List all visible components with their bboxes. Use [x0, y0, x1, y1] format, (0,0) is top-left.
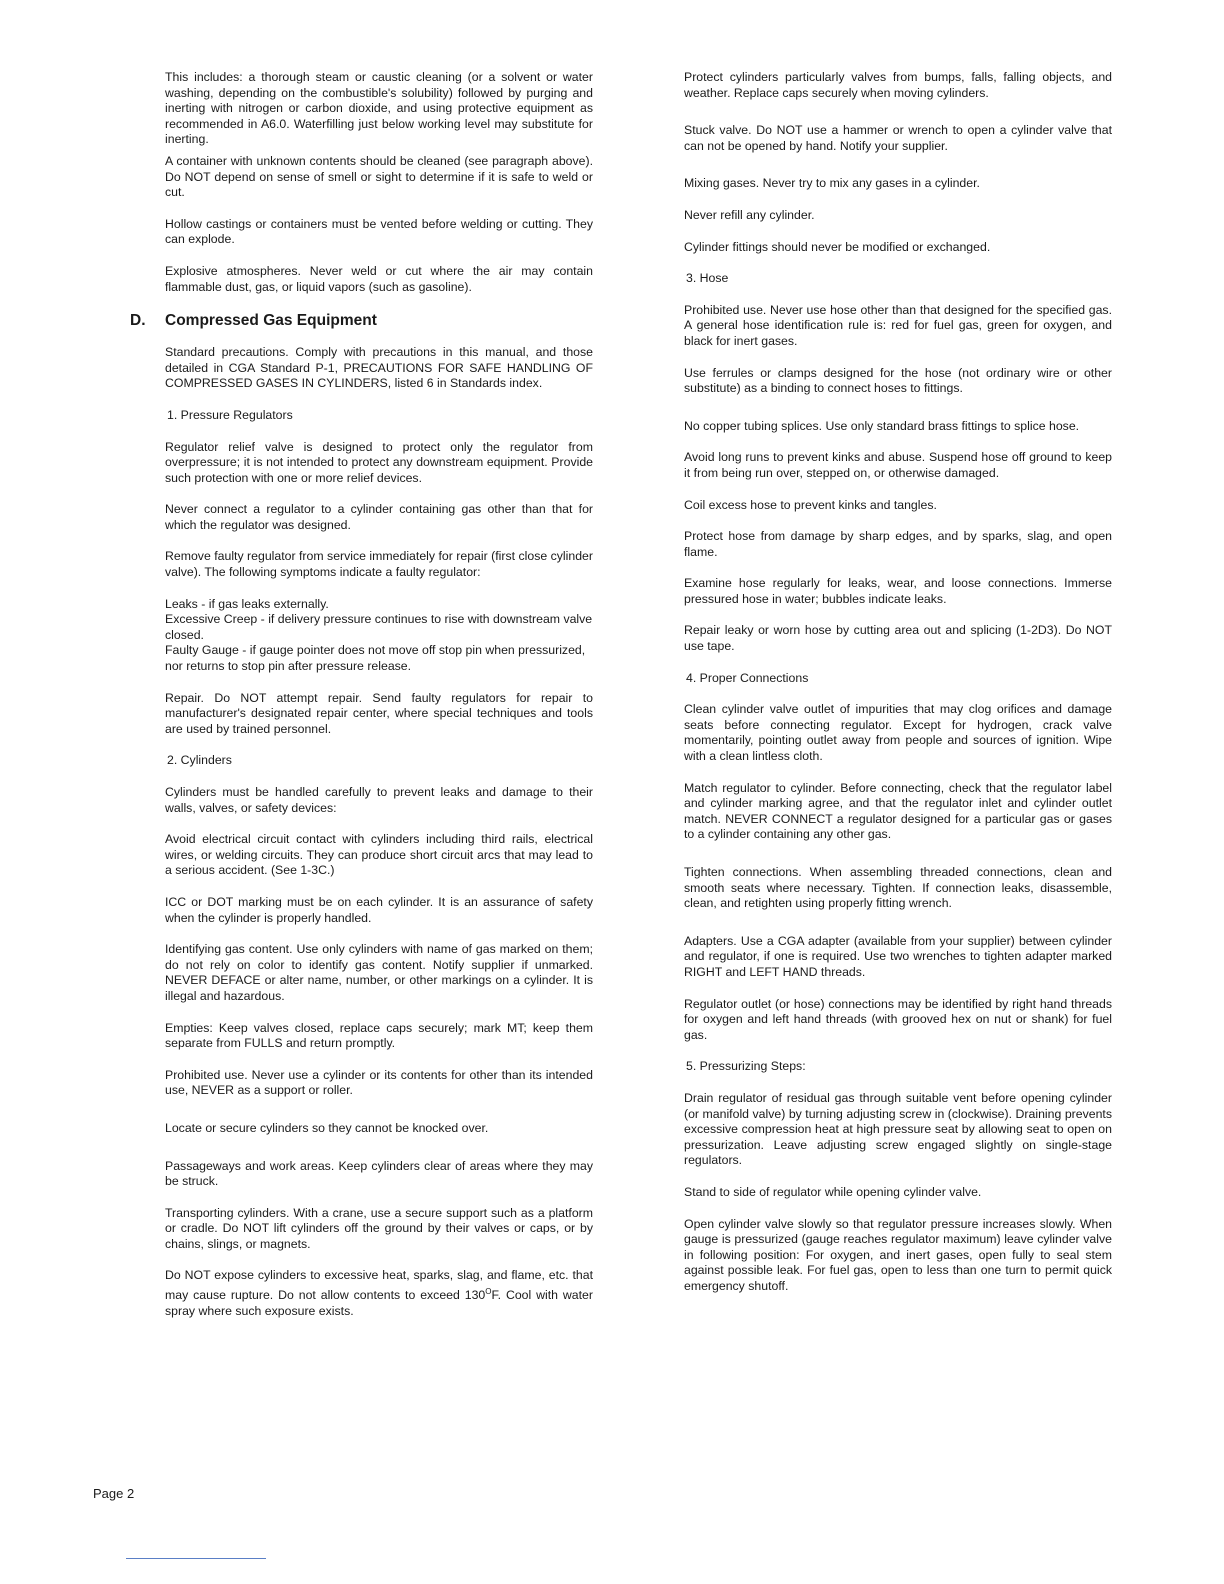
paragraph: Coil excess hose to prevent kinks and tangles.	[684, 497, 937, 512]
paragraph: Repair. Do NOT attempt repair. Send faulty regulators for repair to manufacturer's designated repair center, where special techniques and tools are used by trained personnel.	[165, 690, 593, 736]
paragraph	[165, 1268, 593, 1319]
paragraph: Hollow castings or containers must be vented before welding or cutting. They can explode.	[165, 216, 593, 247]
degree-mark: O	[485, 1287, 492, 1297]
paragraph: Repair leaky or worn hose by cutting area out and splicing (1-2D3). Do NOT use tape.	[684, 623, 1112, 654]
paragraph: Empties: Keep valves closed, replace caps securely; mark MT; keep them separate from FULLS and return promptly.	[165, 1020, 593, 1051]
paragraph: Regulator outlet (or hose) connections may be identified by right hand threads for oxygen and left hand threads (with grooved hex on nut or shank) for fuel gas.	[684, 996, 1112, 1042]
paragraph: Avoid long runs to prevent kinks and abuse. Suspend hose off ground to keep it from being run over, stepped on, or otherwise damaged.	[684, 450, 1112, 480]
left-column	[130, 70, 593, 1319]
paragraph: Protect hose from damage by sharp edges, and by sparks, slag, and open flame.	[684, 529, 1112, 559]
paragraph: Cylinder fittings should never be modified or exchanged.	[684, 239, 991, 254]
subsection-heading: 2. Cylinders	[167, 753, 232, 768]
paragraph: Prohibited use. Never use hose other than that designed for the specified gas. A general hose identification rule is: red for fuel gas, green for oxygen, and black for inert gases.	[684, 302, 1112, 348]
paragraph: This includes: a thorough steam or caustic cleaning (or a solvent or water washing, depending on the combustible's solubility) followed by purging and inerting with nitrogen or carbon dioxide, and using protective equipment as recommended in A6.0. Waterfilling just below working level may substitute for inerting.	[165, 70, 593, 147]
paragraph: Locate or secure cylinders so they cannot be knocked over.	[165, 1120, 489, 1135]
paragraph: ICC or DOT marking must be on each cylinder. It is an assurance of safety when the cylinder is properly handled.	[165, 894, 593, 925]
section-title: Compressed Gas Equipment	[165, 312, 377, 330]
paragraph: Prohibited use. Never use a cylinder or its contents for other than its intended use, NEVER as a support or roller.	[165, 1067, 593, 1098]
subsection-heading: 1. Pressure Regulators	[167, 407, 293, 422]
paragraph: Tighten connections. When assembling threaded connections, clean and smooth seats where necessary. Tighten. If connection leaks, disassemble, clean, and retighten using properly fitting wrench.	[684, 865, 1112, 911]
right-column	[684, 70, 1112, 1294]
paragraph: Match regulator to cylinder. Before connecting, check that the regulator label and cylinder marking agree, and that the regulator inlet and cylinder outlet match. NEVER CONNECT a regulator designed for a particular gas or gases to a cylinder containing any other gas.	[684, 780, 1112, 842]
symptom-item: Leaks - if gas leaks externally.	[165, 596, 329, 611]
paragraph: Examine hose regularly for leaks, wear, and loose connections. Immerse pressured hose in water; bubbles indicate leaks.	[684, 576, 1112, 606]
paragraph: Mixing gases. Never try to mix any gases in a cylinder.	[684, 176, 980, 191]
section-heading	[130, 311, 593, 331]
page-number: Page 2	[93, 1486, 135, 1501]
section-letter: D.	[130, 312, 146, 330]
paragraph: Remove faulty regulator from service immediately for repair (first close cylinder valve). The following symptoms indicate a faulty regulator:	[165, 549, 593, 580]
paragraph-text: Do NOT expose cylinders to excessive heat, sparks, slag, and flame, etc. that may cause rupture. Do not allow contents to exceed 130	[165, 1268, 593, 1303]
symptom-list	[165, 597, 593, 675]
paragraph: Avoid electrical circuit contact with cylinders including third rails, electrical wires, or welding circuits. They can produce short circuit arcs that may lead to a serious accident. (See 1-3C.)	[165, 832, 593, 878]
paragraph: Cylinders must be handled carefully to prevent leaks and damage to their walls, valves, or safety devices:	[165, 785, 593, 815]
subsection-heading: 4. Proper Connections	[686, 670, 809, 685]
paragraph: Stuck valve. Do NOT use a hammer or wrench to open a cylinder valve that can not be opened by hand. Notify your supplier.	[684, 123, 1112, 153]
paragraph: Identifying gas content. Use only cylinders with name of gas marked on them; do not rely on color to identify gas content. Notify supplier if unmarked. NEVER DEFACE or alter name, number, or other markings on a cylinder. It is illegal and hazardous.	[165, 942, 593, 1003]
paragraph: Explosive atmospheres. Never weld or cut where the air may contain flammable dust, gas, or liquid vapors (such as gasoline).	[165, 263, 593, 294]
paragraph: Drain regulator of residual gas through suitable vent before opening cylinder (or manifold valve) by turning adjusting screw in (clockwise). Draining prevents excessive compression heat at high pressure seat by allowing seat to open on pressurization. Leave adjusting screw engaged slightly on single-stage regulators.	[684, 1090, 1112, 1168]
bottom-rule	[126, 1558, 266, 1559]
paragraph: Open cylinder valve slowly so that regulator pressure increases slowly. When gauge is pressurized (gauge reaches regulator maximum) leave cylinder valve in following position: For oxygen, and inert gases, open fully to seal stem against possible leak. For fuel gas, open to less than one turn to permit quick emergency shutoff.	[684, 1216, 1112, 1293]
paragraph: No copper tubing splices. Use only standard brass fittings to splice hose.	[684, 418, 1080, 433]
paragraph: Standard precautions. Comply with precautions in this manual, and those detailed in CGA Standard P-1, PRECAUTIONS FOR SAFE HANDLING OF COMPRESSED GASES IN CYLINDERS, listed 6 in Standards index.	[165, 345, 593, 391]
symptom-item: Faulty Gauge - if gauge pointer does not move off stop pin when pressurized, nor returns to stop pin after pressure release.	[165, 643, 586, 674]
subsection-heading: 3. Hose	[686, 271, 729, 286]
paragraph: Never refill any cylinder.	[684, 207, 815, 222]
paragraph: Never connect a regulator to a cylinder containing gas other than that for which the regulator was designed.	[165, 502, 593, 532]
paragraph: Passageways and work areas. Keep cylinders clear of areas where they may be struck.	[165, 1158, 593, 1189]
paragraph-text: F. Cool with water spray where such exposure exists.	[165, 1288, 593, 1318]
paragraph: Stand to side of regulator while opening cylinder valve.	[684, 1184, 982, 1199]
paragraph: Use ferrules or clamps designed for the hose (not ordinary wire or other substitute) as a binding to connect hoses to fittings.	[684, 365, 1112, 396]
paragraph: Transporting cylinders. With a crane, use a secure support such as a platform or cradle. Do NOT lift cylinders off the ground by their valves or caps, or by chains, slings, or magnets.	[165, 1205, 593, 1251]
paragraph: Clean cylinder valve outlet of impurities that may clog orifices and damage seats before connecting regulator. Except for hydrogen, crack valve momentarily, pointing outlet away from people and sources of ignition. Wipe with a clean lintless cloth.	[684, 702, 1112, 764]
symptom-item: Excessive Creep - if delivery pressure continues to rise with downstream valve closed.	[165, 612, 593, 642]
paragraph: A container with unknown contents should be cleaned (see paragraph above). Do NOT depend on sense of smell or sight to determine if it is safe to weld or cut.	[165, 153, 593, 200]
paragraph: Regulator relief valve is designed to protect only the regulator from overpressure; it is not intended to protect any downstream equipment. Provide such protection with one or more relief devices.	[165, 439, 593, 485]
paragraph: Adapters. Use a CGA adapter (available from your supplier) between cylinder and regulator, if one is required. Use two wrenches to tighten adapter marked RIGHT and LEFT HAND threads.	[684, 933, 1112, 979]
paragraph: Protect cylinders particularly valves from bumps, falls, falling objects, and weather. Replace caps securely when moving cylinders.	[684, 70, 1112, 100]
subsection-heading: 5. Pressurizing Steps:	[686, 1059, 806, 1074]
